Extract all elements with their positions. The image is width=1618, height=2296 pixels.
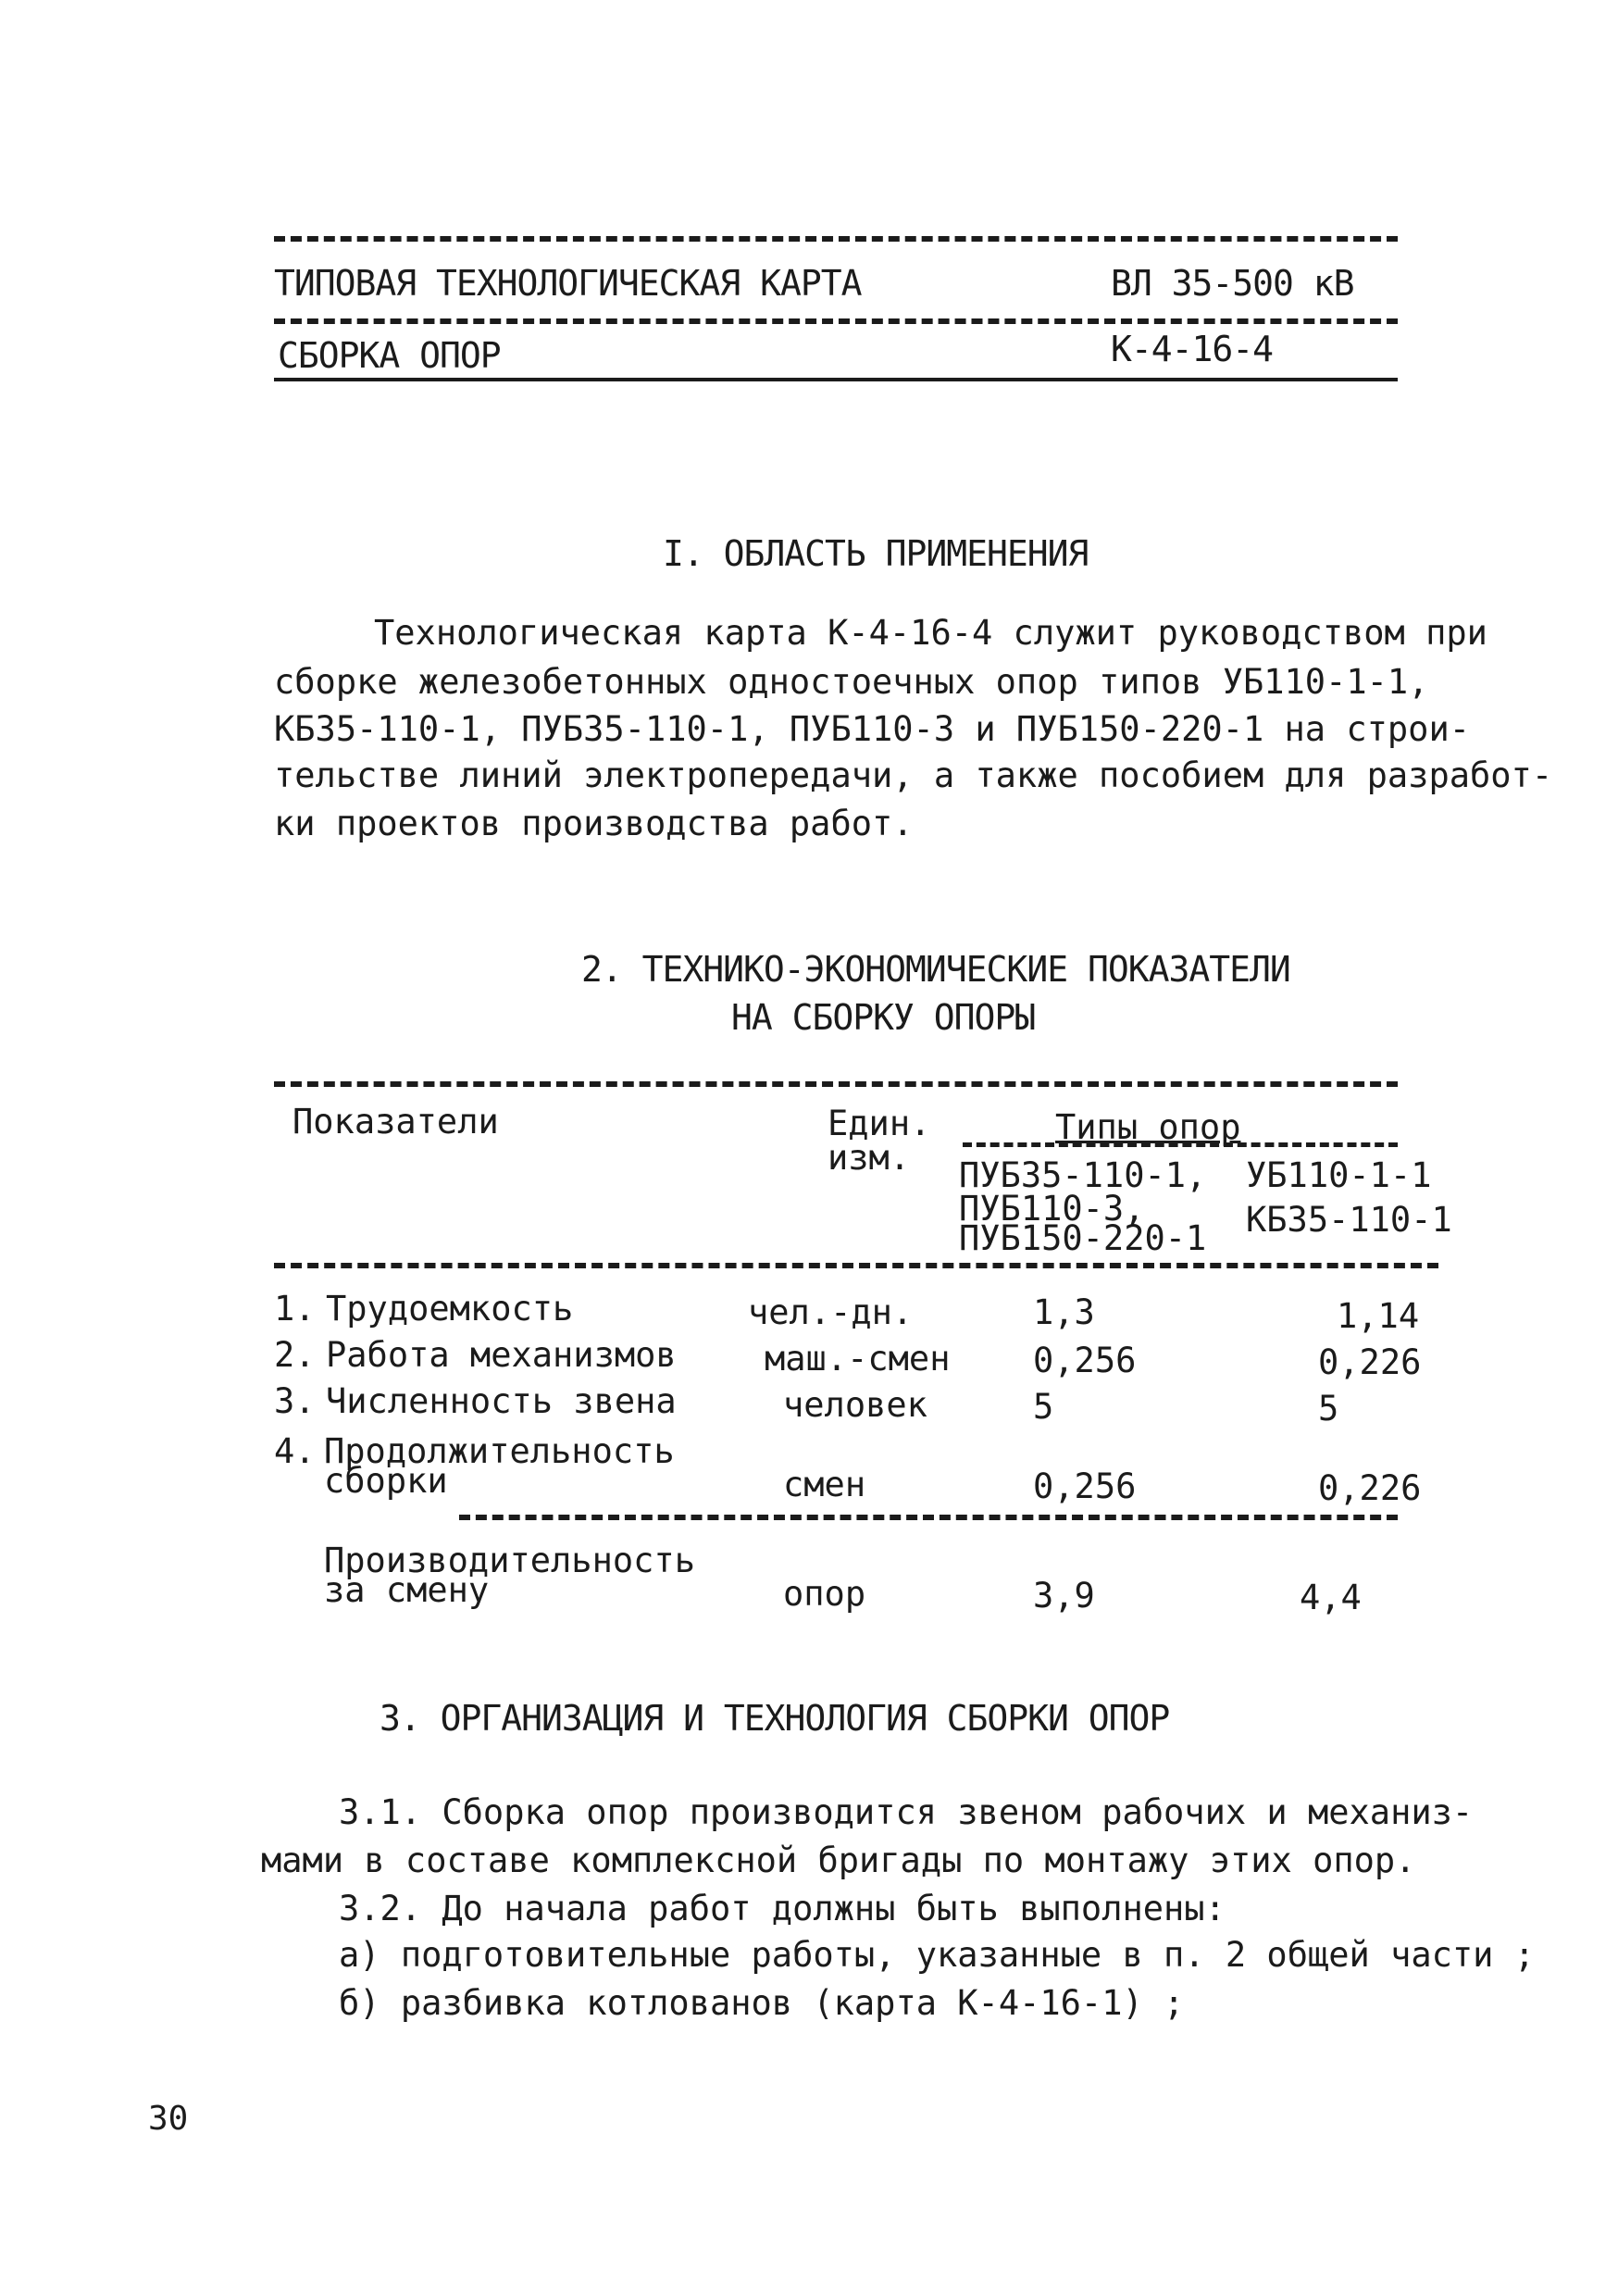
subject: СБОРКА ОПОР: [278, 335, 501, 376]
section3-line-3: 3.2. До начала работ должны быть выполнены:: [339, 1889, 1226, 1928]
row-2-b: 0,226: [1318, 1342, 1422, 1382]
section3-line-5: б) разбивка котлованов (карта К-4-16-1) ;: [339, 1983, 1185, 2023]
summary-name: Производительность: [324, 1541, 695, 1580]
doc-type: ТИПОВАЯ ТЕХНОЛОГИЧЕСКАЯ КАРТА: [274, 263, 862, 304]
type-b-1: УБ110-1-1: [1246, 1155, 1432, 1195]
section1-title: I. ОБЛАСТЬ ПРИМЕНЕНИЯ: [663, 533, 1089, 574]
table-header-rule: [274, 1263, 1438, 1268]
row-3-b: 5: [1318, 1389, 1339, 1429]
header-top-rule: [274, 236, 1398, 242]
col-unit-2: изм.: [828, 1138, 911, 1178]
types-rule: [963, 1142, 1398, 1147]
row-1-unit: чел.-дн.: [748, 1292, 914, 1332]
header-bottom-rule: [274, 378, 1398, 381]
section1-line-4: тельстве линий электропередачи, а также пособием для разработ-: [274, 755, 1553, 795]
row-1-num: 1.: [274, 1289, 316, 1329]
row-2-a: 0,256: [1033, 1341, 1137, 1380]
summary-a: 3,9: [1033, 1576, 1095, 1616]
summary-name-2: за смену: [324, 1570, 490, 1610]
row-2-unit: маш.-смен: [765, 1339, 951, 1379]
type-a-1: ПУБ35-110-1,: [959, 1155, 1207, 1195]
row-4-b: 0,226: [1318, 1468, 1422, 1508]
row-2-num: 2.: [274, 1335, 316, 1375]
summary-b: 4,4: [1300, 1578, 1362, 1617]
row-3-name: Численность звена: [326, 1381, 677, 1421]
row-4-a: 0,256: [1033, 1466, 1137, 1506]
section2-title-2: НА СБОРКУ ОПОРЫ: [731, 997, 1036, 1038]
type-a-3: ПУБ150-220-1: [959, 1218, 1207, 1258]
page-number: 30: [148, 2100, 189, 2138]
line-class: ВЛ 35-500 кВ: [1111, 263, 1354, 304]
section3-line-2: мами в составе комплексной бригады по монтажу этих опор.: [261, 1841, 1416, 1880]
row-4-unit: смен: [783, 1465, 866, 1504]
row-4-name-2: сборки: [324, 1461, 448, 1501]
table-top-rule: [274, 1081, 1398, 1087]
row-4-num: 4.: [274, 1431, 316, 1471]
summary-unit: опор: [783, 1574, 866, 1614]
col-unit-1: Един.: [828, 1104, 931, 1143]
row-3-unit: человек: [783, 1385, 927, 1425]
col-types: Типы опор: [1055, 1107, 1241, 1147]
row-1-a: 1,3: [1033, 1292, 1095, 1332]
section2-title-1: 2. ТЕХНИКО-ЭКОНОМИЧЕСКИЕ ПОКАЗАТЕЛИ: [581, 949, 1290, 990]
type-b-2: КБ35-110-1: [1246, 1200, 1452, 1240]
row-1-name: Трудоемкость: [326, 1289, 574, 1329]
row-3-num: 3.: [274, 1381, 316, 1421]
card-code: К-4-16-4: [1111, 329, 1274, 369]
section1-line-1: Технологическая карта К-4-16-4 служит руководством при: [374, 613, 1487, 653]
section1-line-2: сборке железобетонных одностоечных опор типов УБ110-1-1,: [274, 662, 1429, 702]
header-mid-rule: [274, 318, 1398, 324]
section3-line-4: а) подготовительные работы, указанные в п. 2 общей части ;: [339, 1935, 1536, 1975]
row-3-a: 5: [1033, 1387, 1054, 1427]
row-4-name: Продолжительность: [324, 1431, 675, 1471]
row-2-name: Работа механизмов: [326, 1335, 677, 1375]
row-1-b: 1,14: [1337, 1296, 1420, 1336]
col-indicator: Показатели: [292, 1102, 499, 1142]
type-a-2: ПУБ110-3,: [959, 1189, 1145, 1229]
table-summary-rule: [459, 1515, 1398, 1520]
section1-line-3: КБ35-110-1, ПУБ35-110-1, ПУБ110-3 и ПУБ150-220-1 на строи-: [274, 709, 1471, 749]
section3-title: 3. ОРГАНИЗАЦИЯ И ТЕХНОЛОГИЯ СБОРКИ ОПОР: [380, 1698, 1170, 1739]
section1-line-5: ки проектов производства работ.: [274, 804, 914, 843]
section3-line-1: 3.1. Сборка опор производится звеном рабочих и механиз-: [339, 1792, 1474, 1832]
